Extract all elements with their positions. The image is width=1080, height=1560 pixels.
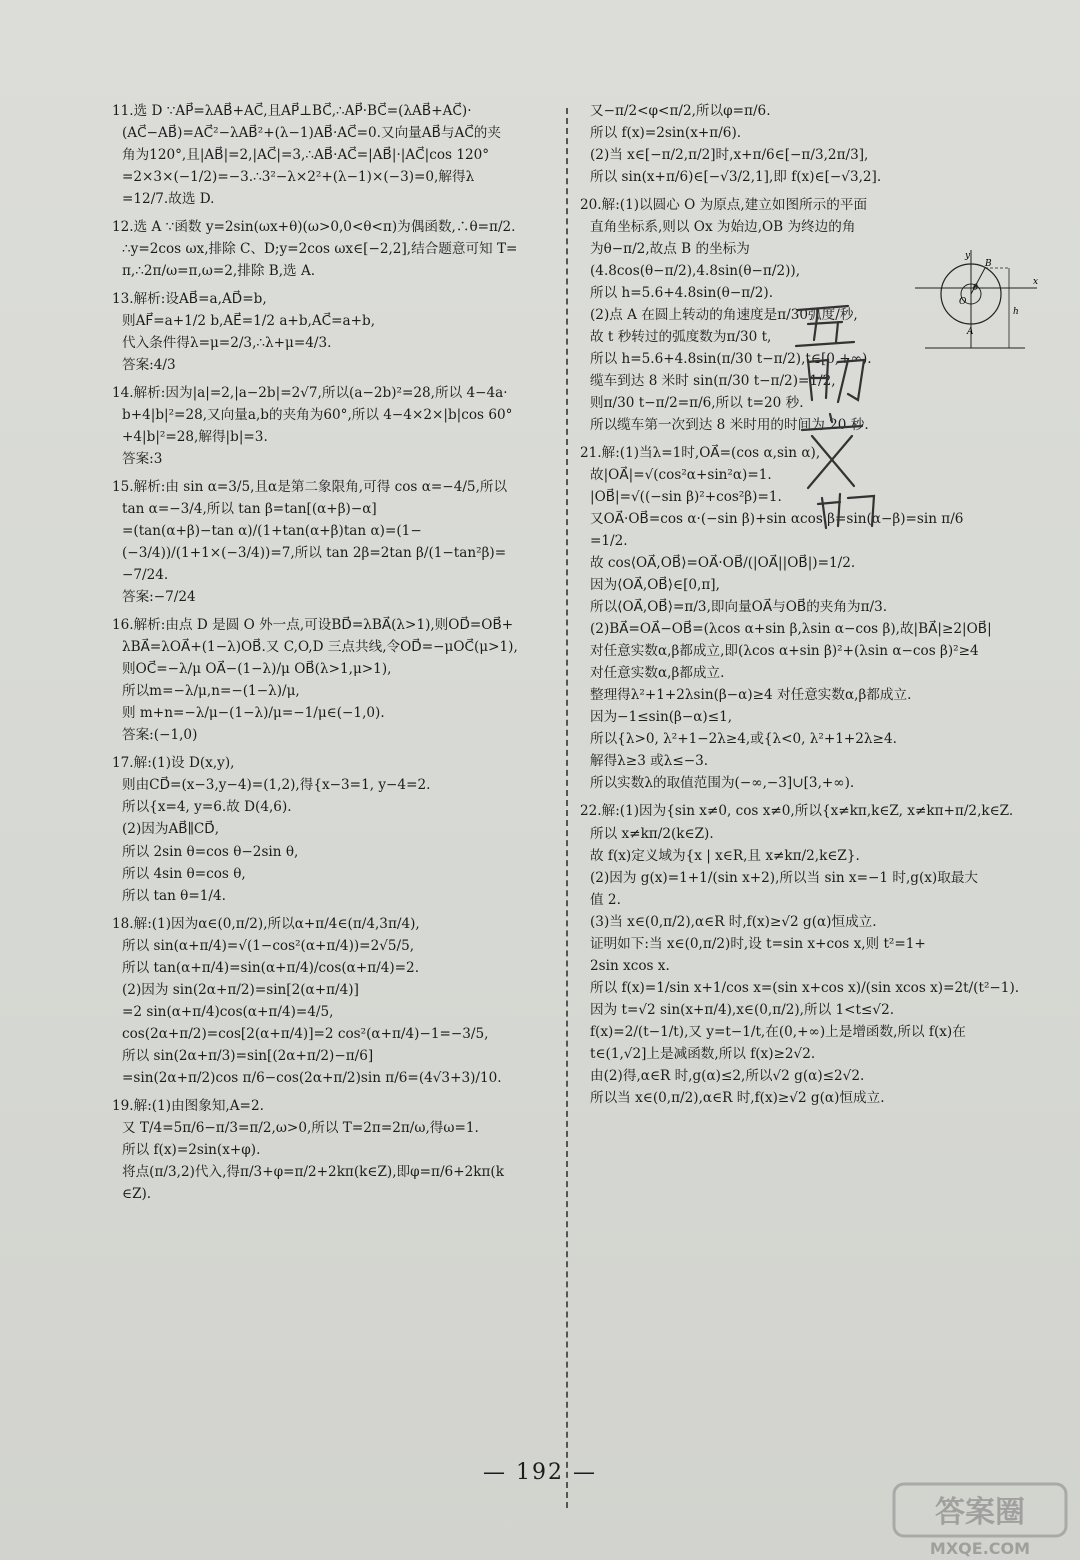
- left-column-line: 所以 tan θ=1/4.: [122, 887, 226, 904]
- left-column-line: 11.选 D ∵AP⃗=λAB⃗+AC⃗,且AP⃗⊥BC⃗,∴AP⃗·BC⃗=(λAB⃗+AC⃗)·: [112, 103, 472, 119]
- left-column-line: =2×3×(−1/2)=−3.∴3²−λ×2²+(λ−1)×(−3)=0,解得λ: [122, 169, 475, 186]
- watermark-logo: [890, 1480, 1070, 1560]
- right-column-line: 所以 f(x)=1/sin x+1/cos x=(sin x+cos x)/(sin xcos x)=2t/(t²−1).: [590, 979, 1020, 996]
- right-column-line: 故 t 秒转过的弧度数为π/30 t,: [590, 329, 772, 346]
- right-column-line: 所以⟨OA⃗,OB⃗⟩=π/3,即向量OA⃗与OB⃗的夹角为π/3.: [590, 599, 888, 616]
- right-column-line: 由(2)得,α∈R 时,g(α)≤2,所以√2 g(α)≤2√2.: [590, 1067, 865, 1084]
- right-column-line: |OB⃗|=√((−sin β)²+cos²β)=1.: [590, 489, 782, 506]
- left-column-line: 13.解析:设AB⃗=a,AD⃗=b,: [112, 291, 267, 308]
- right-column-line: t∈(1,√2]上是减函数,所以 f(x)≥2√2.: [590, 1045, 816, 1062]
- left-column-line: 所以 f(x)=2sin(x+φ).: [122, 1141, 261, 1158]
- left-column-line: cos(2α+π/2)=cos[2(α+π/4)]=2 cos²(α+π/4)−1=−3/5,: [122, 1025, 489, 1042]
- left-column-line: 则由CD⃗=(x−3,y−4)=(1,2),得{x−3=1, y−4=2.: [122, 777, 431, 794]
- left-column-line: 又 T/4=5π/6−π/3=π/2,ω>0,所以 T=2π=2π/ω,得ω=1.: [122, 1119, 479, 1136]
- right-column-line: 所以{λ>0, λ²+1−2λ≥4,或{λ<0, λ²+1+2λ≥4.: [590, 731, 897, 748]
- left-column-line: tan α=−3/4,所以 tan β=tan[(α+β)−α]: [122, 501, 377, 518]
- right-column-line: 为θ−π/2,故点 B 的坐标为: [590, 241, 750, 258]
- left-column-line: 15.解析:由 sin α=3/5,且α是第二象限角,可得 cos α=−4/5,所以: [112, 479, 508, 496]
- diagram-label-b: B: [985, 259, 992, 269]
- left-column-line: =sin(2α+π/2)cos π/6−cos(2α+π/2)sin π/6=(4√3+3)/10.: [122, 1069, 502, 1086]
- right-column-line: 所以实数λ的取值范围为(−∞,−3]∪[3,+∞).: [590, 775, 855, 792]
- right-column-line: (4.8cos(θ−π/2),4.8sin(θ−π/2)),: [590, 263, 801, 280]
- left-column-line: 则AF⃗=a+1/2 b,AE⃗=1/2 a+b,AC⃗=a+b,: [122, 313, 376, 330]
- left-column-line: 答案:4/3: [122, 357, 176, 374]
- right-column-line: 则π/30 t−π/2=π/6,所以 t=20 秒.: [590, 395, 804, 412]
- left-column-line: 则OC⃗=−λ/μ OA⃗−(1−λ)/μ OB⃗(λ>1,μ>1),: [122, 661, 392, 678]
- right-column-line: 对任意实数α,β都成立,即(λcos α+sin β)²+(λsin α−cos β)²≥4: [590, 643, 979, 660]
- right-column-line: (2)因为 g(x)=1+1/(sin x+2),所以当 sin x=−1 时,g(x)取最大: [590, 869, 979, 886]
- right-column-line: 故 f(x)定义域为{x | x∈R,且 x≠kπ/2,k∈Z}.: [590, 847, 860, 864]
- left-column-line: π,∴2π/ω=π,ω=2,排除 B,选 A.: [122, 263, 316, 280]
- right-column-line: 又−π/2<φ<π/2,所以φ=π/6.: [590, 103, 771, 119]
- left-column-line: 所以 2sin θ=cos θ−2sin θ,: [122, 843, 299, 860]
- left-column-line: 将点(π/3,2)代入,得π/3+φ=π/2+2kπ(k∈Z),即φ=π/6+2kπ(k: [122, 1163, 504, 1180]
- left-column-line: 答案:−7/24: [122, 589, 196, 606]
- left-column-line: =12/7.故选 D.: [122, 191, 215, 208]
- left-column-line: (2)因为AB⃗∥CD⃗,: [122, 821, 220, 838]
- right-column-line: (2)点 A 在圆上转动的角速度是π/30弧度/秒,: [590, 307, 858, 324]
- left-column-line: 所以 sin(2α+π/3)=sin[(2α+π/2)−π/6]: [122, 1047, 374, 1064]
- left-column-line: 16.解析:由点 D 是圆 O 外一点,可设BD⃗=λBA⃗(λ>1),则OD⃗=OB⃗+: [112, 617, 514, 634]
- right-column-line: 因为−1≤sin(β−α)≤1,: [590, 709, 733, 726]
- ferris-wheel-diagram: [905, 248, 1045, 358]
- left-column-line: −7/24.: [122, 567, 169, 584]
- left-column-line: 所以 sin(α+π/4)=√(1−cos²(α+π/4))=2√5/5,: [122, 937, 415, 954]
- left-column-line: 代入条件得λ=μ=2/3,∴λ+μ=4/3.: [122, 335, 332, 352]
- left-column-line: 所以{x=4, y=6.故 D(4,6).: [122, 799, 292, 816]
- left-column-line: 14.解析:因为|a|=2,|a−2b|=2√7,所以(a−2b)²=28,所以 4−4a·: [112, 385, 508, 402]
- right-column-line: 所以 f(x)=2sin(x+π/6).: [590, 125, 742, 142]
- left-column-line: =2 sin(α+π/4)cos(α+π/4)=4/5,: [122, 1003, 334, 1020]
- right-column-line: 证明如下:当 x∈(0,π/2)时,设 t=sin x+cos x,则 t²=1+: [590, 935, 926, 952]
- right-column-line: 直角坐标系,则以 Ox 为始边,OB 为终边的角: [590, 219, 856, 236]
- page-number: — 192 —: [483, 1460, 597, 1485]
- left-column-line: 12.选 A ∵函数 y=2sin(ωx+θ)(ω>0,0<θ<π)为偶函数,∴θ=π/2.: [112, 219, 516, 236]
- left-column-line: 所以m=−λ/μ,n=−(1−λ)/μ,: [122, 683, 300, 700]
- left-column-line: 答案:3: [122, 451, 163, 468]
- right-column-line: 故 cos⟨OA⃗,OB⃗⟩=OA⃗·OB⃗/(|OA⃗||OB⃗|)=1/2.: [590, 555, 856, 572]
- diagram-label-a: A: [967, 327, 974, 337]
- right-column-line: 21.解:(1)当λ=1时,OA⃗=(cos α,sin α),: [580, 445, 821, 462]
- left-column-line: ∴y=2cos ωx,排除 C、D;y=2cos ωx∈[−2,2],结合题意可知 T=: [122, 241, 518, 258]
- left-column-line: ∈Z).: [122, 1185, 152, 1202]
- left-column-line: 则 m+n=−λ/μ−(1−λ)/μ=−1/μ∈(−1,0).: [122, 705, 385, 722]
- left-column-line: b+4|b|²=28,又向量a,b的夹角为60°,所以 4−4×2×|b|cos 60°: [122, 407, 513, 424]
- left-column-line: 18.解:(1)因为α∈(0,π/2),所以α+π/4∈(π/4,3π/4),: [112, 915, 420, 932]
- right-column-line: 因为⟨OA⃗,OB⃗⟩∈[0,π],: [590, 577, 720, 594]
- diagram-label-h: h: [1013, 307, 1019, 317]
- right-column-line: 所以 h=5.6+4.8sin(θ−π/2).: [590, 285, 774, 302]
- right-column-line: 又OA⃗·OB⃗=cos α·(−sin β)+sin αcos β=sin(α−β)=sin π/6: [590, 511, 964, 528]
- right-column-line: 所以缆车第一次到达 8 米时用的时间为 20 秒.: [590, 417, 869, 434]
- left-column-line: =(tan(α+β)−tan α)/(1+tan(α+β)tan α)=(1−(−3/4))/(1+1×(−3/4))=7,所以 tan 2β=2tan β/(1−tan²β)=: [122, 523, 507, 562]
- diagram-label-y: y: [965, 251, 971, 261]
- left-column-line: 角为120°,且|AB⃗|=2,|AC⃗|=3,∴AB⃗·AC⃗=|AB⃗|·|AC⃗|cos 120°: [122, 147, 490, 164]
- right-column-line: (2)当 x∈[−π/2,π/2]时,x+π/6∈[−π/3,2π/3],: [590, 147, 869, 164]
- left-column-line: λBA⃗=λOA⃗+(1−λ)OB⃗.又 C,O,D 三点共线,令OD⃗=−μOC⃗(μ>1),: [122, 639, 518, 656]
- handwriting-text: 互助文档: [778, 290, 782, 291]
- left-column-line: 答案:(−1,0): [122, 727, 198, 744]
- right-column-line: (3)当 x∈(0,π/2),α∈R 时,f(x)≥√2 g(α)恒成立.: [590, 913, 877, 930]
- svg-text:答案圈: 答案圈: [935, 1495, 1025, 1530]
- left-column-line: +4|b|²=28,解得|b|=3.: [122, 429, 268, 446]
- diagram-label-theta: θ: [973, 283, 978, 292]
- right-column-line: 22.解:(1)因为{sin x≠0, cos x≠0,所以{x≠kπ,k∈Z, x≠kπ+π/2,k∈Z.: [580, 803, 1014, 820]
- right-column-line: 缆车到达 8 米时 sin(π/30 t−π/2)=1/2,: [590, 373, 836, 390]
- right-column-line: 所以 h=5.6+4.8sin(π/30 t−π/2),t∈[0,+∞).: [590, 351, 872, 368]
- right-column-line: 故|OA⃗|=√(cos²α+sin²α)=1.: [590, 467, 772, 484]
- right-column-line: 所以 sin(x+π/6)∈[−√3/2,1],即 f(x)∈[−√3,2].: [590, 169, 882, 186]
- right-column-line: 所以当 x∈(0,π/2),α∈R 时,f(x)≥√2 g(α)恒成立.: [590, 1089, 885, 1106]
- svg-text:MXQE.COM: MXQE.COM: [929, 1539, 1031, 1558]
- right-column-line: 值 2.: [590, 891, 621, 908]
- left-column-line: 所以 4sin θ=cos θ,: [122, 865, 246, 882]
- left-column-line: 17.解:(1)设 D(x,y),: [112, 755, 235, 772]
- left-column: [112, 100, 552, 1205]
- diagram-label-x: x: [1033, 277, 1039, 287]
- left-column-line: 19.解:(1)由图象知,A=2.: [112, 1097, 264, 1114]
- left-column-line: (AC⃗−AB⃗)=AC⃗²−λAB⃗²+(λ−1)AB⃗·AC⃗=0.又向量AB⃗与AC⃗的夹: [122, 125, 501, 142]
- right-column-line: 20.解:(1)以圆心 O 为原点,建立如图所示的平面: [580, 197, 868, 214]
- right-column-line: 2sin xcos x.: [590, 957, 670, 974]
- right-column-line: (2)BA⃗=OA⃗−OB⃗=(λcos α+sin β,λsin α−cos β),故|BA⃗|≥2|OB⃗|: [590, 621, 992, 638]
- column-divider: [566, 108, 568, 1508]
- right-column-line: 所以 x≠kπ/2(k∈Z).: [590, 825, 714, 842]
- diagram-label-o: O: [959, 297, 967, 307]
- right-column-line: 整理得λ²+1+2λsin(β−α)≥4 对任意实数α,β都成立.: [590, 687, 912, 704]
- right-column-line: f(x)=2/(t−1/t),又 y=t−1/t,在(0,+∞)上是增函数,所以 f(x)在: [590, 1023, 966, 1040]
- handwritten-overlay: [778, 290, 888, 530]
- right-column-line: =1/2.: [590, 533, 628, 550]
- left-column-line: 所以 tan(α+π/4)=sin(α+π/4)/cos(α+π/4)=2.: [122, 959, 420, 976]
- right-column-line: 对任意实数α,β都成立.: [590, 665, 725, 682]
- left-column-line: (2)因为 sin(2α+π/2)=sin[2(α+π/4)]: [122, 981, 359, 998]
- right-column-line: 解得λ≥3 或λ≤−3.: [590, 753, 709, 770]
- right-column-line: 因为 t=√2 sin(x+π/4),x∈(0,π/2),所以 1<t≤√2.: [590, 1001, 895, 1018]
